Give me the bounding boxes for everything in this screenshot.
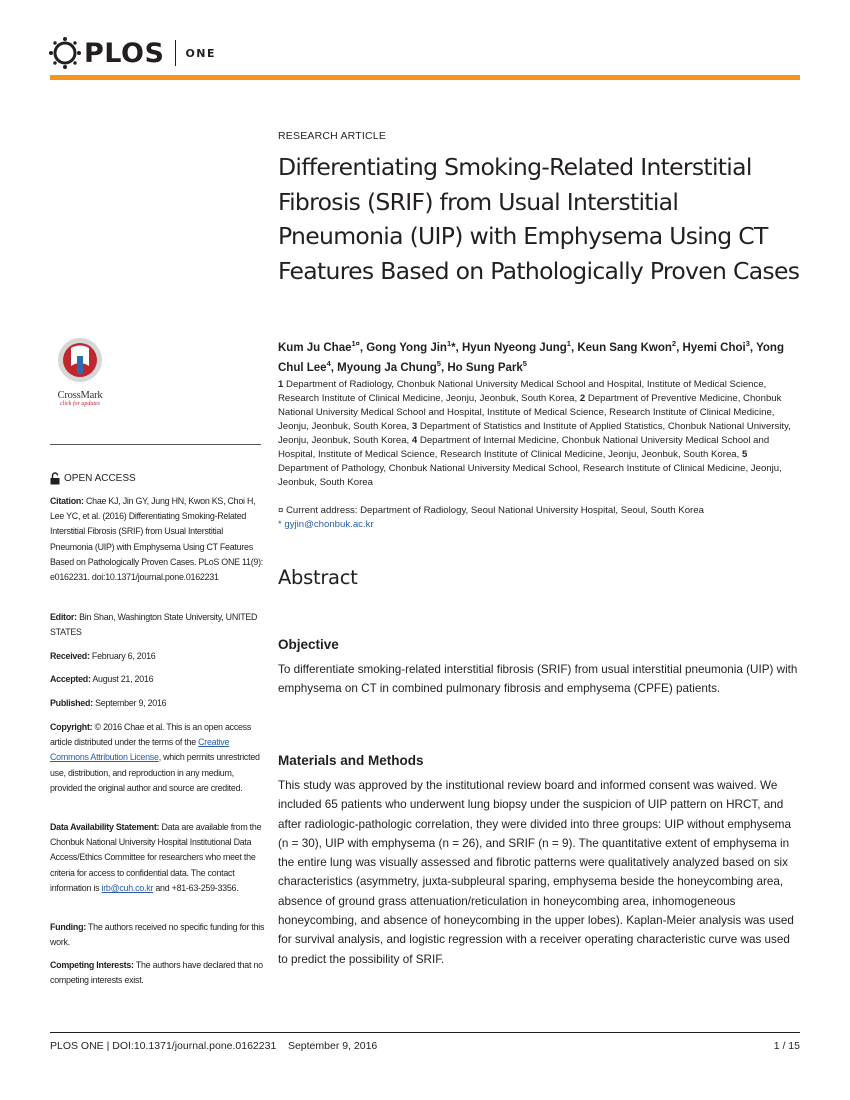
current-address: ¤ Current address: Department of Radiology, Seoul National University Hospital, Seoul, South Korea [278,505,704,516]
received-label: Received: [50,651,90,661]
published-label: Published: [50,698,93,708]
competing-interests [50,958,265,988]
author-name: Hyemi Choi [682,341,746,354]
footer-rule [50,1032,800,1033]
received-date: February 6, 2016 [91,651,156,661]
accepted-date: August 21, 2016 [92,674,154,684]
affiliation-text: Department of Preventive Medicine, Chonbuk National University Medical School and Hospital, Institute of Medical Science, Research Institute of Clinical Medicine, Jeonju, Jeonbuk, South Korea, [278,393,782,432]
author-name: Yong Chul Lee [278,341,784,374]
affiliation-text: Department of Radiology, Chonbuk National University Medical School and Hospital, Institute of Medical Science, Research Institute of Clinical Medicine, Jeonju, Jeonbuk, South Korea, [278,379,767,404]
sidebar-divider [50,444,261,445]
article-type: RESEARCH ARTICLE [278,130,387,142]
header-accent-bar [50,75,800,80]
accepted [50,672,265,687]
plos-sun-icon [48,36,82,70]
objective-heading: Objective [278,637,339,652]
crossmark-label: CrossMark [57,390,103,401]
citation-label: Citation: [50,496,84,506]
data-availability-text: Data are available from the Chonbuk National University Hospital Institutional Data Access/Ethics Committee for researchers who meet the criteria for access to confidential data. The contact information is [50,822,262,893]
open-access [50,472,136,485]
affiliation-number: 4 [411,435,418,446]
page-number: 1 / 15 [773,1040,800,1052]
methods-heading: Materials and Methods [278,753,424,768]
data-availability-text-post: and +81-63-259-3356. [155,882,239,893]
published [50,696,265,711]
copyright-label: Copyright: [50,722,93,732]
citation-text: Chae KJ, Jin GY, Jung HN, Kwon KS, Choi H, Lee YC, et al. (2016) Differentiating Smoking-Related Interstitial Fibrosis (SRIF) from Usual Interstitial Pneumonia (UIP) with Emphysema Using CT Features Based on Pathologically Proven Cases. PLoS ONE 11(9): e0162231. doi:10.1371/journal.pone.0162231 [50,496,264,583]
affiliation-number: 2 [579,393,586,404]
competing-label: Competing Interests: [50,960,134,970]
journal-suffix: ONE [185,46,217,60]
editor [50,610,265,640]
funding-text: The authors received no specific funding for this work. [50,922,265,948]
received [50,649,265,664]
corresponding-mark: * [451,341,456,354]
methods-text: This study was approved by the institutional review board and informed consent was waived. We included 65 patients who underwent lung biopsy under the suspicion of UIP pattern on HRCT, and after radiologic-pathologic correlation, they were divided into three groups: UIP without emphysema (n = 30), UIP with emphysema (n = 26), and SRIF (n = 9). The quantitative extent of emphysema in the entire lung was visually assessed and fibrotic patterns were qualitatively analyzed based on six characteristics (asymmetry, juxta-subpleural sparing, emphysema beside the honeycombing area, absence of ground grass attenuation/reticulation in honeycombing area, inhomogeneous honeycombing, and absence of honeycombing in the upper lobes). Kaplan-Meier analysis was used for survival analysis, and logistic regression with a receiver operating characteristic curve was used to predict the possibility of SRIF. [278,779,794,966]
data-availability [50,820,265,896]
footer-citation: PLOS ONE | DOI:10.1371/journal.pone.0162231 September 9, 2016 [50,1040,378,1052]
data-availability-label: Data Availability Statement: [50,822,160,832]
author-name: Gong Yong Jin [366,341,447,354]
citation [50,494,265,585]
irb-email-link[interactable]: irb@cuh.co.kr [101,882,154,893]
author-affiliation-mark: 2 [671,339,677,348]
crossmark-badge[interactable] [50,336,110,407]
author-affiliation-mark: 5 [522,358,527,368]
affiliation-number: 3 [411,421,418,432]
copyright-text: © 2016 Chae et al. This is an open access article distributed under the terms of the [50,722,252,748]
author-affiliation-mark: 5 [436,358,441,368]
editor-text: Bin Shan, Washington State University, UNITED STATES [50,612,258,638]
published-date: September 9, 2016 [95,698,167,708]
affiliation-text: Department of Statistics and Institute of Applied Statistics, Chonbuk National University, Jeonju, Jeonbuk, South Korea, [278,421,791,446]
plos-logo[interactable] [48,36,216,70]
competing-text: The authors have declared that no competing interests exist. [50,960,263,986]
author-name: Ho Sung Park [447,361,523,374]
funding [50,920,265,950]
author-name: Hyun Nyeong Jung [462,341,567,354]
accepted-label: Accepted: [50,674,91,684]
author-affiliation-mark: 1 [446,339,452,348]
affiliation-number: 1 [278,379,284,390]
open-lock-icon [50,472,60,485]
crossmark-icon [56,336,104,384]
logo-text: PLOS [84,37,165,69]
objective-text: To differentiate smoking-related interstitial fibrosis (SRIF) from usual interstitial pneumonia (UIP) with emphysema on CT in combined pulmonary fibrosis and emphysema (CPFE) patients. [278,663,798,696]
affiliations [278,378,800,490]
author-affiliation-mark: 4 [326,358,331,368]
editor-label: Editor: [50,612,77,622]
email-link[interactable]: gyjin@chonbuk.ac.kr [284,519,374,530]
author-name: Kum Ju Chae [278,341,352,354]
article-title: Differentiating Smoking-Related Interstitial Fibrosis (SRIF) from Usual Interstitial Pneumonia (UIP) with Emphysema Using CT Features Based on Pathologically Proven Cases [278,153,800,285]
copyright-text-post: , which permits unrestricted use, distribution, and reproduction in any medium, provided the original author and source are credited. [50,752,260,793]
email-mark: * [278,519,282,530]
open-access-label: OPEN ACCESS [64,473,136,484]
correspondence [278,504,800,532]
logo-divider [175,40,176,66]
affiliation-number: 5 [741,449,748,460]
author-affiliation-mark: 3 [745,339,750,348]
affiliation-text: Department of Pathology, Chonbuk National University Medical School, Research Institute of Clinical Medicine, Jeonju, Jeonbuk, South Korea [278,463,782,488]
author-list: Kum Ju Chae$^{1¤}$, Gong Yong Jin$^1$*, Hyun Nyeong Jung$^1$, Keun Sang Kwon$^2$, Hyemi Choi$^3$, Yong Chul Lee$^4$, Myoung Ja Chung$^5$, Ho Sung Park$^5$ [278,339,784,374]
author-name: Keun Sang Kwon [577,341,672,354]
crossmark-sub: click for updates [60,401,100,407]
copyright [50,720,265,796]
abstract-heading: Abstract [278,566,358,589]
affiliation-text: Department of Internal Medicine, Chonbuk National University Medical School and Hospital, Institute of Medical Science, Research Institute of Clinical Medicine, Jeonju, Jeonbuk, South Korea, [278,435,770,460]
author-name: Myoung Ja Chung [337,361,437,374]
author-affiliation-mark: 1 [566,339,571,348]
funding-label: Funding: [50,922,86,932]
author-affiliation-mark: 1¤ [351,339,360,348]
license-link[interactable]: Creative Commons Attribution License [50,737,230,763]
